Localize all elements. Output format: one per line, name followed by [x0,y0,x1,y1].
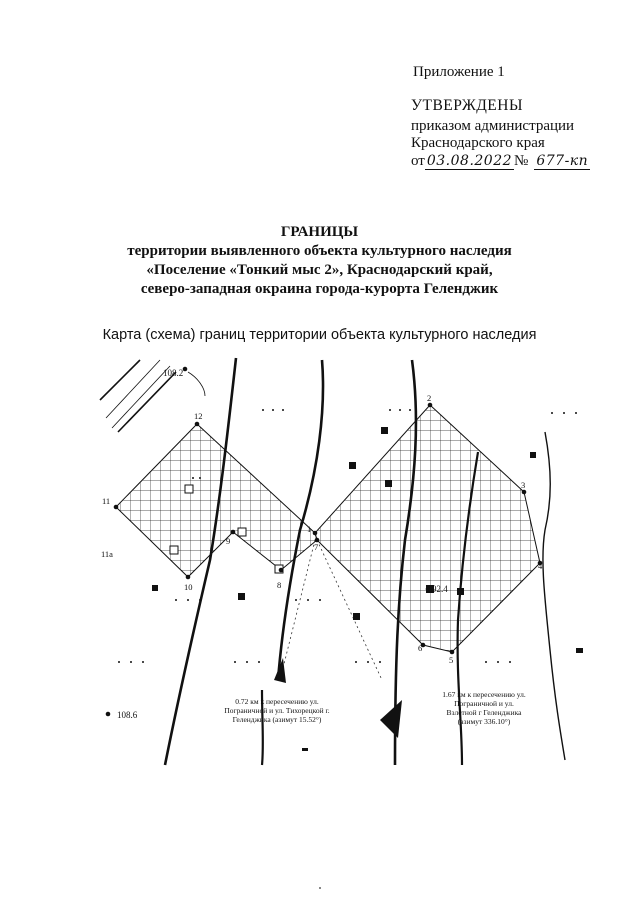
point-label-7: 7 [314,542,319,552]
boundary-zone-left [116,424,317,577]
doc-title: ГРАНИЦЫ [280,224,359,240]
point-label-12: 12 [194,411,203,421]
boundary-zone-right [315,405,540,652]
elevation-108-2: 108.2 [163,368,184,378]
elevation-108-6: 108.6 [117,710,138,720]
point-label-4: 4 [538,561,543,571]
map-caption: Карта (схема) границ территории объекта культурного наследия [102,327,537,343]
point-label-2: 2 [427,393,432,403]
elevation-92-4: 92.4 [432,584,448,594]
note-right: 1.67 км к пересечению ул. Пограничной и ул. Взлетной г Геленджика (азимут 336.10°) [442,690,526,726]
order-date-line [411,153,601,170]
point-label-5: 5 [449,655,454,665]
appendix-label: Приложение 1 [413,64,505,80]
page-mark [319,887,321,889]
boundary-map [95,350,639,770]
order-number: 677-кп [536,153,589,169]
order-line-2: Краснодарского края [411,135,545,151]
doc-subtitle-line-3: северо-западная окраина города-курорта Геленджик [140,281,499,297]
number-prefix: № [514,153,529,169]
approved-heading: УТВЕРЖДЕНЫ [411,97,523,114]
point-label-6: 6 [418,643,423,653]
point-label-1: 1 [307,524,312,534]
doc-subtitle-line-1: территории выявленного объекта культурного наследия [127,243,512,259]
point-label-11a: 11a [101,549,113,559]
point-label-11: 11 [102,496,111,506]
date-prefix: от [411,153,425,169]
note-left: 0.72 км к пересечению ул. Пограничной и ул. Тихорецкой г. Геленджика (азимут 15.52°) [224,697,330,724]
doc-subtitle-line-2: «Поселение «Тонкий мыс 2», Краснодарский край, [146,262,493,278]
order-date: 03.08.2022 [426,153,513,169]
north-arrow-icon [380,700,402,738]
order-line-1: приказом администрации [411,118,575,134]
point-label-9: 9 [226,536,231,546]
point-label-3: 3 [521,480,526,490]
point-label-8: 8 [277,580,282,590]
point-label-10: 10 [184,582,193,592]
